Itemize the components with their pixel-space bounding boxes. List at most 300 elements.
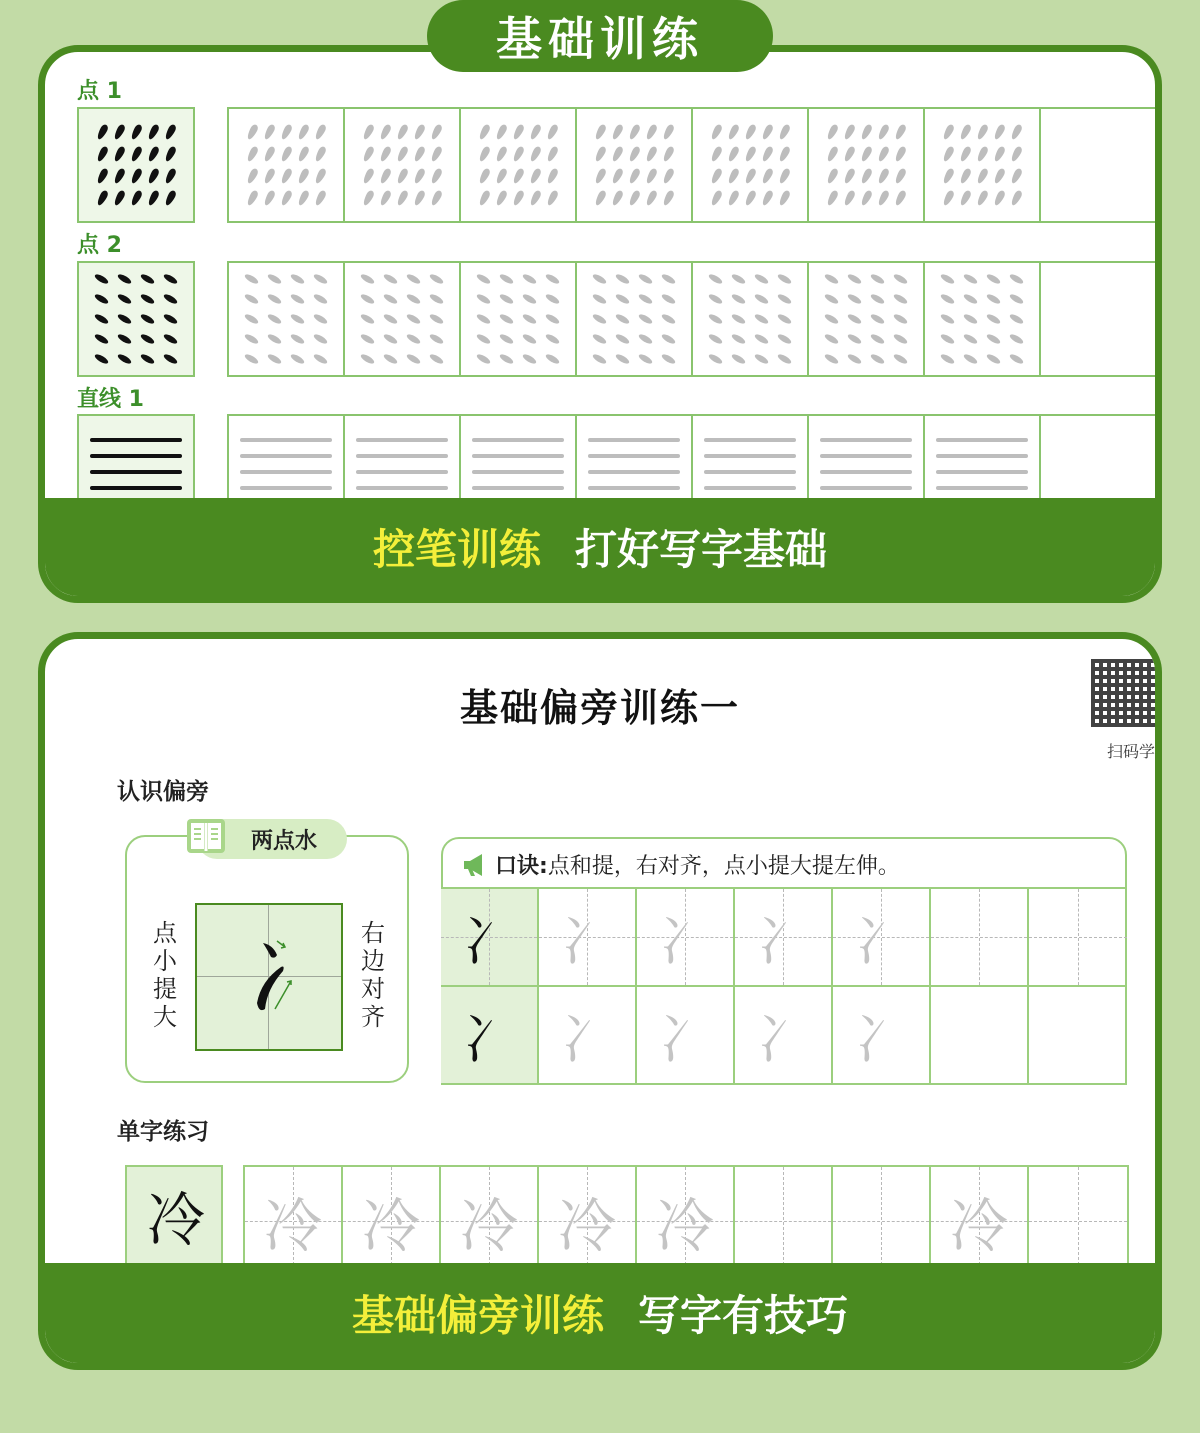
practice-cell (925, 109, 1041, 221)
dot-stroke (731, 333, 747, 346)
char-trace: 冷 (361, 1192, 420, 1260)
dot-stroke (528, 167, 542, 184)
dot-stroke (117, 333, 133, 346)
dot-stroke (847, 333, 863, 346)
dot-stroke (760, 189, 774, 206)
dot-stroke (708, 353, 724, 366)
dot-stroke (859, 145, 873, 162)
radical-char: 冫 (462, 1007, 516, 1071)
dot-stroke (412, 189, 426, 206)
char-trace: 冷 (263, 1192, 322, 1260)
dot-stroke (267, 313, 283, 326)
dot-stroke (267, 333, 283, 346)
dot-stroke (95, 189, 109, 206)
dot-stroke (545, 293, 561, 306)
dot-stroke (592, 333, 608, 346)
dot-stroke (279, 123, 293, 140)
dot-stroke (893, 123, 907, 140)
dot-stroke (824, 293, 840, 306)
row-label-dot1: 点 1 (77, 79, 122, 104)
dot-stroke (638, 313, 654, 326)
dot-stroke (615, 273, 631, 286)
dot-stroke (545, 189, 559, 206)
practice-cell (809, 109, 925, 221)
dot-stroke (610, 123, 624, 140)
dot-stroke (279, 167, 293, 184)
radical-practice-cell (833, 987, 931, 1083)
dot-stroke (95, 145, 109, 162)
dot-stroke (893, 333, 909, 346)
dot-stroke (893, 293, 909, 306)
dot-stroke (163, 273, 179, 286)
char-practice-cell (637, 1167, 735, 1275)
radical-practice-cell (539, 889, 637, 985)
dot-stroke (129, 189, 143, 206)
dot-stroke (360, 293, 376, 306)
radical-char: 冫 (756, 909, 810, 973)
dot-stroke (709, 189, 723, 206)
char-model-cell (125, 1165, 223, 1275)
dot-stroke (383, 273, 399, 286)
row-label-line1: 直线 1 (77, 387, 144, 412)
dot-stroke (963, 353, 979, 366)
dot-stroke (146, 145, 160, 162)
dot-stroke (244, 353, 260, 366)
dot-stroke (726, 123, 740, 140)
dot-stroke (661, 333, 677, 346)
dot-stroke (406, 313, 422, 326)
practice-label: 单字练习 (101, 1113, 225, 1146)
dot-stroke (395, 145, 409, 162)
dot-stroke (842, 123, 856, 140)
dot-stroke (412, 123, 426, 140)
dot-stroke (992, 167, 1006, 184)
dot-stroke (941, 189, 955, 206)
radical-char: 冫 (560, 1007, 614, 1071)
dot-stroke (1009, 273, 1025, 286)
radical-practice-cell (931, 987, 1029, 1083)
dot-stroke (313, 189, 327, 206)
dot-stroke (847, 353, 863, 366)
dot-stroke (847, 313, 863, 326)
dot-stroke (361, 123, 375, 140)
dot-stroke (429, 123, 443, 140)
dot-stroke (163, 313, 179, 326)
dot-stroke (709, 145, 723, 162)
dot-stroke (940, 353, 956, 366)
practice-cell (229, 263, 345, 375)
dot-stroke (731, 273, 747, 286)
line-stroke (588, 470, 680, 474)
dot-stroke (499, 353, 515, 366)
line-stroke (820, 438, 912, 442)
dot-stroke (615, 293, 631, 306)
dot-stroke (644, 189, 658, 206)
dot-stroke (859, 123, 873, 140)
dot-stroke (777, 189, 791, 206)
dot-stroke (94, 293, 110, 306)
dot-stroke (290, 273, 306, 286)
dot-stroke (112, 189, 126, 206)
dot-stroke (593, 145, 607, 162)
dot-stroke (992, 189, 1006, 206)
line-stroke (356, 438, 448, 442)
dot-stroke (941, 145, 955, 162)
model-box-dot2 (77, 261, 195, 377)
dot-stroke (824, 333, 840, 346)
line-stroke (240, 454, 332, 458)
dot-stroke (313, 167, 327, 184)
dot-stroke (522, 353, 538, 366)
line-stroke (820, 470, 912, 474)
dot-stroke (731, 293, 747, 306)
dot-stroke (824, 273, 840, 286)
practice-cell (577, 263, 693, 375)
qr-label: 扫码学 (1106, 742, 1155, 761)
dot-stroke (1009, 167, 1023, 184)
char-practice-cell (833, 1167, 931, 1275)
dot-stroke (245, 123, 259, 140)
dot-stroke (893, 189, 907, 206)
line-stroke (240, 438, 332, 442)
radical-char: 冫 (462, 909, 516, 973)
dot-stroke (975, 123, 989, 140)
radical-name: 两点水 (250, 828, 317, 854)
dot-stroke (267, 353, 283, 366)
dot-stroke (499, 293, 515, 306)
dot-stroke (140, 313, 156, 326)
dot-stroke (708, 273, 724, 286)
dot-stroke (876, 123, 890, 140)
dot-stroke (754, 333, 770, 346)
line-stroke (936, 454, 1028, 458)
dot-stroke (777, 333, 793, 346)
char-practice-cell (1029, 1167, 1127, 1275)
dot-stroke (244, 273, 260, 286)
dot-stroke (592, 273, 608, 286)
dot-stroke (975, 145, 989, 162)
dot-stroke (726, 145, 740, 162)
dot-stroke (986, 353, 1002, 366)
line-stroke (356, 486, 448, 490)
dot-stroke (129, 167, 143, 184)
radical-stroke-drawing (197, 905, 345, 1053)
dot-stroke (661, 123, 675, 140)
practice-cell-empty (1041, 263, 1162, 375)
dot-stroke (279, 145, 293, 162)
dot-stroke (528, 123, 542, 140)
dot-stroke (842, 189, 856, 206)
radical-practice-row-dashed (441, 887, 1127, 985)
dot-stroke (511, 189, 525, 206)
dot-stroke (760, 167, 774, 184)
dot-stroke (477, 145, 491, 162)
dot-stroke (360, 333, 376, 346)
radical-char: 冫 (854, 909, 908, 973)
char-practice-cell (539, 1167, 637, 1275)
dot-stroke (615, 333, 631, 346)
dot-stroke (112, 123, 126, 140)
dot-stroke (163, 333, 179, 346)
section1-footer (45, 498, 1155, 596)
dot-stroke (615, 313, 631, 326)
dot-stroke (1009, 123, 1023, 140)
dot-stroke (1009, 353, 1025, 366)
dot-stroke (986, 313, 1002, 326)
dot-stroke (140, 293, 156, 306)
dot-stroke (494, 167, 508, 184)
dot-stroke (395, 167, 409, 184)
dot-stroke (117, 313, 133, 326)
dot-stroke (290, 313, 306, 326)
model-box-dot1 (77, 107, 195, 223)
dot-stroke (545, 273, 561, 286)
section1-title: 基础训练 (427, 0, 773, 72)
dot-stroke (163, 167, 177, 184)
dot-stroke (383, 313, 399, 326)
dot-stroke (941, 167, 955, 184)
dot-stroke (661, 353, 677, 366)
radical-char: 冫 (854, 1007, 908, 1071)
dot-stroke (361, 167, 375, 184)
practice-cell (345, 109, 461, 221)
dot-stroke (627, 189, 641, 206)
control-pen-panel (38, 45, 1162, 603)
radical-model-small (441, 987, 539, 1083)
footer-highlight: 控笔训练 (372, 525, 541, 574)
dot-stroke (429, 353, 445, 366)
dot-stroke (146, 123, 160, 140)
dot-stroke (777, 145, 791, 162)
line-stroke (936, 438, 1028, 442)
dot-stroke (395, 189, 409, 206)
dot-stroke (244, 313, 260, 326)
dot-stroke (476, 353, 492, 366)
line-stroke (704, 486, 796, 490)
dot-stroke (140, 273, 156, 286)
dot-stroke (245, 167, 259, 184)
page-heading: 基础偏旁训练一 (459, 686, 740, 730)
dot-stroke (940, 293, 956, 306)
dot-stroke (708, 293, 724, 306)
rhyme-practice-box (441, 837, 1127, 1085)
dot-stroke (279, 189, 293, 206)
dot-stroke (893, 167, 907, 184)
dot-stroke (296, 145, 310, 162)
dot-stroke (296, 123, 310, 140)
dot-stroke (975, 189, 989, 206)
dot-stroke (1009, 145, 1023, 162)
dot-stroke (296, 167, 310, 184)
char-practice-cell (735, 1167, 833, 1275)
line-stroke (240, 486, 332, 490)
dot-stroke (267, 273, 283, 286)
dot-stroke (876, 189, 890, 206)
rhyme-line (461, 849, 900, 880)
dot-stroke (528, 189, 542, 206)
dot-stroke (545, 333, 561, 346)
dot-stroke (429, 167, 443, 184)
dot-stroke (290, 293, 306, 306)
dot-stroke (731, 313, 747, 326)
dot-stroke (163, 353, 179, 366)
dot-stroke (644, 145, 658, 162)
dot-stroke (112, 167, 126, 184)
dot-stroke (760, 123, 774, 140)
dot-stroke (870, 293, 886, 306)
line-stroke (472, 438, 564, 442)
dot-stroke (627, 167, 641, 184)
dot-stroke (777, 167, 791, 184)
dot-stroke (360, 353, 376, 366)
char-practice-cell (245, 1167, 343, 1275)
dot-stroke (661, 189, 675, 206)
dot-stroke (94, 273, 110, 286)
dot-stroke (406, 273, 422, 286)
dot-stroke (245, 145, 259, 162)
dot-stroke (129, 123, 143, 140)
practice-cell (925, 263, 1041, 375)
practice-strip-dot2 (227, 261, 1162, 377)
dot-stroke (638, 333, 654, 346)
dot-stroke (661, 293, 677, 306)
dot-stroke (777, 313, 793, 326)
left-tip: 点小提大 (153, 919, 177, 1031)
dot-stroke (1009, 293, 1025, 306)
dot-stroke (963, 293, 979, 306)
dot-stroke (545, 123, 559, 140)
dot-stroke (893, 313, 909, 326)
dot-stroke (140, 333, 156, 346)
row-label-dot2: 点 2 (77, 233, 122, 258)
dot-stroke (499, 333, 515, 346)
dot-stroke (163, 123, 177, 140)
dot-stroke (494, 123, 508, 140)
dot-stroke (406, 333, 422, 346)
line-stroke (588, 454, 680, 458)
line-stroke (936, 486, 1028, 490)
dot-stroke (958, 123, 972, 140)
dot-stroke (313, 145, 327, 162)
footer-highlight: 基础偏旁训练 (351, 1291, 604, 1340)
dot-stroke (511, 167, 525, 184)
line-stroke (936, 470, 1028, 474)
dot-stroke (244, 293, 260, 306)
section2-footer (45, 1263, 1155, 1363)
dot-stroke (244, 333, 260, 346)
dot-stroke (1009, 333, 1025, 346)
dot-stroke (117, 293, 133, 306)
char-trace: 冷 (655, 1192, 714, 1260)
char-model: 冷 (146, 1186, 205, 1254)
practice-cell (693, 109, 809, 221)
book-icon (185, 813, 227, 857)
dot-stroke (593, 123, 607, 140)
radical-practice-cell (931, 889, 1029, 985)
practice-cell (461, 109, 577, 221)
line-stroke (90, 470, 182, 474)
char-practice-row (125, 1165, 1129, 1275)
dot-stroke (754, 313, 770, 326)
radical-practice-row-plain (441, 985, 1127, 1083)
dot-stroke (94, 353, 110, 366)
line-stroke (588, 486, 680, 490)
line-stroke (240, 470, 332, 474)
dot-stroke (638, 273, 654, 286)
radical-practice-cell (637, 987, 735, 1083)
dot-stroke (593, 167, 607, 184)
dot-stroke (262, 145, 276, 162)
dot-stroke (112, 145, 126, 162)
dot-stroke (638, 353, 654, 366)
dot-stroke (476, 293, 492, 306)
dot-stroke (708, 333, 724, 346)
dot-stroke (731, 353, 747, 366)
practice-cell (693, 263, 809, 375)
dot-stroke (290, 353, 306, 366)
dot-stroke (592, 313, 608, 326)
qr-code-icon[interactable] (1091, 659, 1155, 727)
radical-char: 冫 (658, 909, 712, 973)
dot-stroke (429, 273, 445, 286)
dot-stroke (986, 293, 1002, 306)
dot-stroke (760, 145, 774, 162)
dot-stroke (361, 145, 375, 162)
dot-stroke (941, 123, 955, 140)
dot-stroke (940, 313, 956, 326)
dot-stroke (412, 167, 426, 184)
dot-stroke (743, 189, 757, 206)
dot-stroke (163, 145, 177, 162)
dot-stroke (511, 123, 525, 140)
char-practice-strip (243, 1165, 1129, 1275)
dot-stroke (360, 273, 376, 286)
dot-stroke (545, 167, 559, 184)
line-stroke (820, 454, 912, 458)
line-stroke (704, 470, 796, 474)
dot-stroke (528, 145, 542, 162)
dot-stroke (754, 353, 770, 366)
dot-stroke (644, 123, 658, 140)
dot-stroke (610, 145, 624, 162)
dot-stroke (499, 313, 515, 326)
dot-stroke (870, 333, 886, 346)
dot-stroke (290, 333, 306, 346)
dot-stroke (825, 167, 839, 184)
dot-stroke (477, 123, 491, 140)
dot-stroke (378, 145, 392, 162)
dot-stroke (476, 273, 492, 286)
radical-name-pill (197, 819, 347, 859)
recognize-label: 认识偏旁 (101, 773, 225, 806)
line-stroke (90, 454, 182, 458)
footer-text: 打好写字基础 (575, 525, 828, 574)
dot-stroke (627, 123, 641, 140)
dot-stroke (661, 273, 677, 286)
dot-stroke (313, 353, 329, 366)
dot-stroke (94, 333, 110, 346)
dot-stroke (245, 189, 259, 206)
dot-stroke (992, 123, 1006, 140)
dot-stroke (743, 123, 757, 140)
dot-stroke (129, 145, 143, 162)
dot-stroke (146, 189, 160, 206)
dot-stroke (870, 313, 886, 326)
dot-stroke (825, 189, 839, 206)
dot-stroke (412, 145, 426, 162)
dot-stroke (893, 273, 909, 286)
dot-stroke (726, 189, 740, 206)
